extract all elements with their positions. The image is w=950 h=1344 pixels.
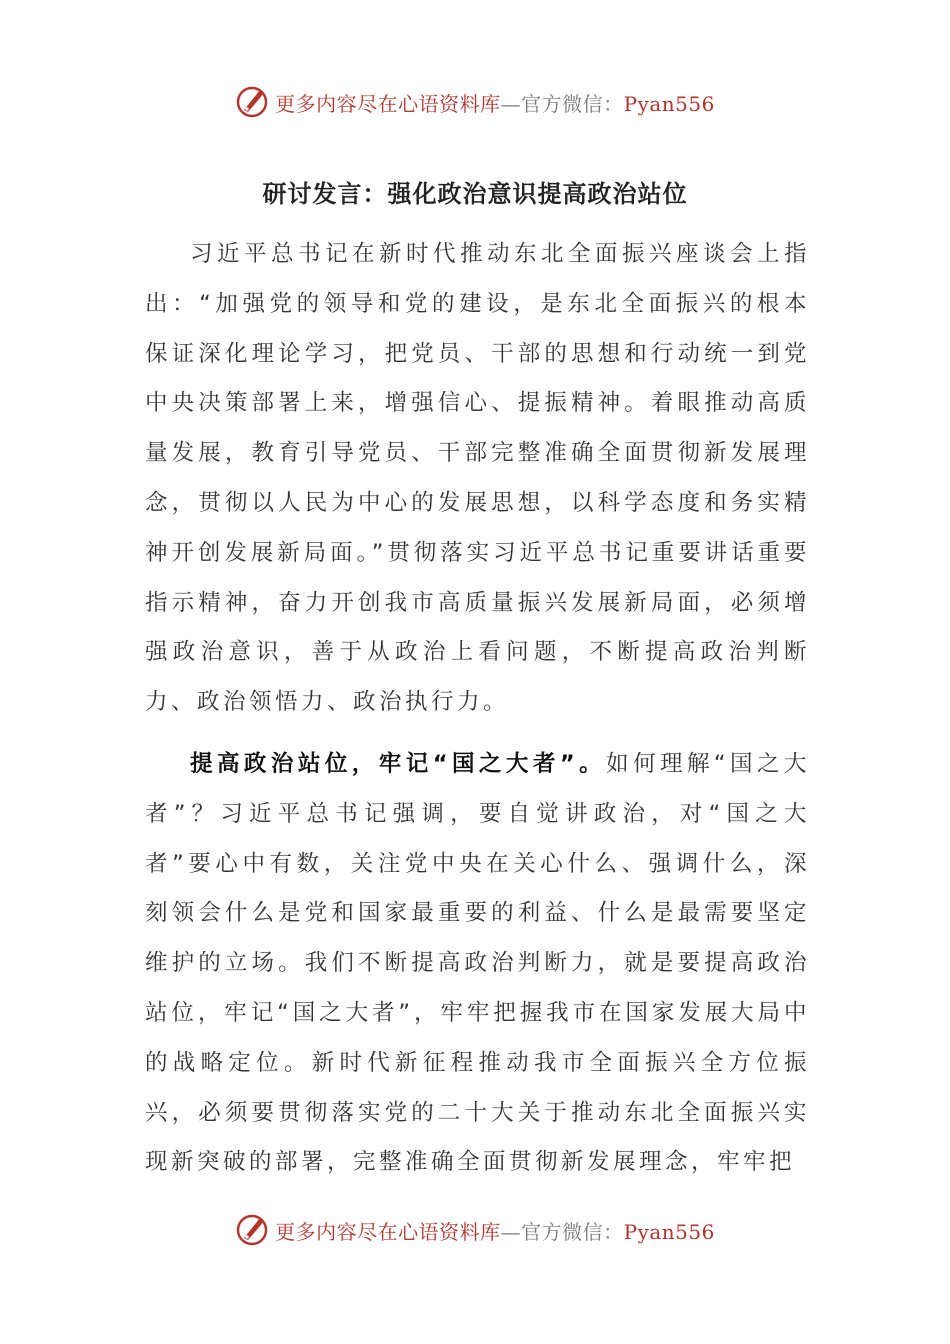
footer-watermark-banner (0, 1210, 950, 1250)
document-title: 研讨发言：强化政治意识提高政治站位 (262, 179, 688, 208)
body-paragraph-2 (145, 740, 810, 1188)
banner-text: 更多内容尽在心语资料库—官方微信：Pyan556 (275, 1219, 715, 1244)
paragraph-body-text: 如何理解“国之大者”？习近平总书记强调，要自觉讲政治，对“国之大者”要心中有数，关注党中央在关心什么、强调什么，深刻领会什么是党和国家最重要的利益、什么是最需要坚定维护的立场。我们不断提高政治判断力，就是要提高政治站位，牢记“国之大者”，牢牢把握我市在国家发展大局中的战略定位。新时代新征程推动我市全面振兴全方位振兴，必须要贯彻落实党的二十大关于推动东北全面振兴实现新突破的部署，完整准确全面贯彻新发展理念，牢牢把 (145, 751, 810, 1176)
pen-nib-seal-icon (235, 1213, 269, 1247)
pen-nib-seal-icon (235, 85, 269, 119)
header-watermark-banner (0, 82, 950, 122)
banner-text: 更多内容尽在心语资料库—官方微信：Pyan556 (275, 91, 715, 116)
paragraph-lead-heading: 提高政治站位，牢记“国之大者”。 (190, 751, 607, 777)
body-paragraph-1: 习近平总书记在新时代推动东北全面振兴座谈会上指出：“加强党的领导和党的建设，是东北全面振兴的根本保证深化理论学习，把党员、干部的思想和行动统一到党中央决策部署上来，增强信心、提振精神。着眼推动高质量发展，教育引导党员、干部完整准确全面贯彻新发展理念，贯彻以人民为中心的发展思想，以科学态度和务实精神开创发展新局面。”贯彻落实习近平总书记重要讲话重要指示精神，奋力开创我市高质量振兴发展新局面，必须增强政治意识，善于从政治上看问题，不断提高政治判断力、政治领悟力、政治执行力。 (145, 241, 810, 716)
